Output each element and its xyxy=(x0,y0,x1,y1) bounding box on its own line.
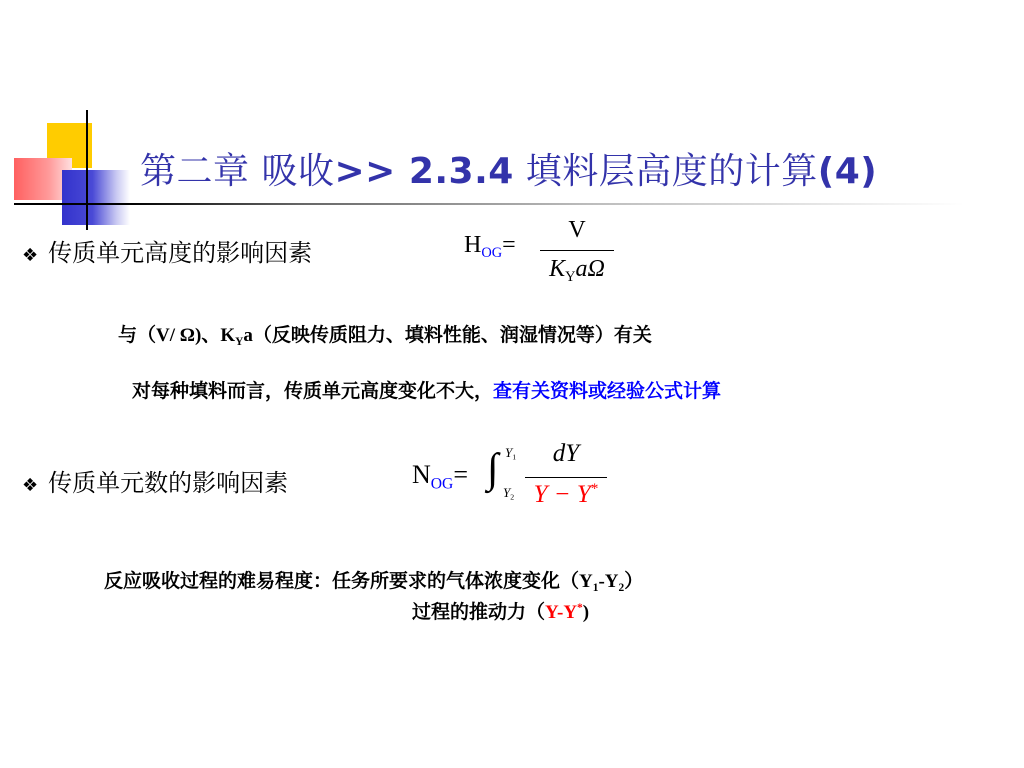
formula-hog-denominator: $K_Ya\Omega$ xyxy=(549,256,605,286)
nog-difficulty-text: 反应吸收过程的难易程度：任务所要求的气体浓度变化$(Y_1-Y_2)$ xyxy=(104,570,644,594)
integral-upper-limit: $Y_1$ xyxy=(505,445,517,462)
slide-title: 第二章 吸收>> 2.3.4 填料层高度的计算(4) xyxy=(140,151,878,192)
integral-lower-limit: $Y_2$ xyxy=(503,485,515,502)
formula-hog-fraction-bar xyxy=(540,250,614,251)
bullet-label: 传质单元数的影响因素 xyxy=(48,469,289,497)
formula-nog-fraction-bar xyxy=(525,477,607,478)
bullet-item-nog xyxy=(22,463,288,498)
bullet-label: 传质单元高度的影响因素 xyxy=(48,239,313,267)
formula-nog-denominator: Y − Y* xyxy=(533,481,599,508)
lookup-reference-text: 查有关资料或经验公式计算 xyxy=(493,380,722,402)
formula-nog-lhs: $N_{OG}=$ xyxy=(412,460,468,493)
logo-vertical-line xyxy=(86,110,88,230)
diamond-bullet-icon: ❖ xyxy=(22,475,39,496)
nog-driving-force-text: 过程的推动力（Y-Y*) xyxy=(412,601,590,623)
diamond-bullet-icon: ❖ xyxy=(22,245,39,266)
hog-note-text: 对每种填料而言，传质单元高度变化不大，查有关资料或经验公式计算 xyxy=(132,380,722,402)
title-underline xyxy=(14,203,964,205)
bullet-item-hog xyxy=(22,233,312,268)
formula-nog-numerator: dY xyxy=(552,440,580,467)
hog-dependency-text: 与（V/ Ω)、$K_Ya$（反映传质阻力、填料性能、润湿情况等）有关 xyxy=(118,324,652,348)
logo-blue-block xyxy=(62,170,130,225)
formula-hog-numerator: V xyxy=(568,217,586,243)
formula-hog-lhs: $H_{OG}=$ xyxy=(464,232,516,262)
integral-sign: ∫ xyxy=(487,446,499,492)
